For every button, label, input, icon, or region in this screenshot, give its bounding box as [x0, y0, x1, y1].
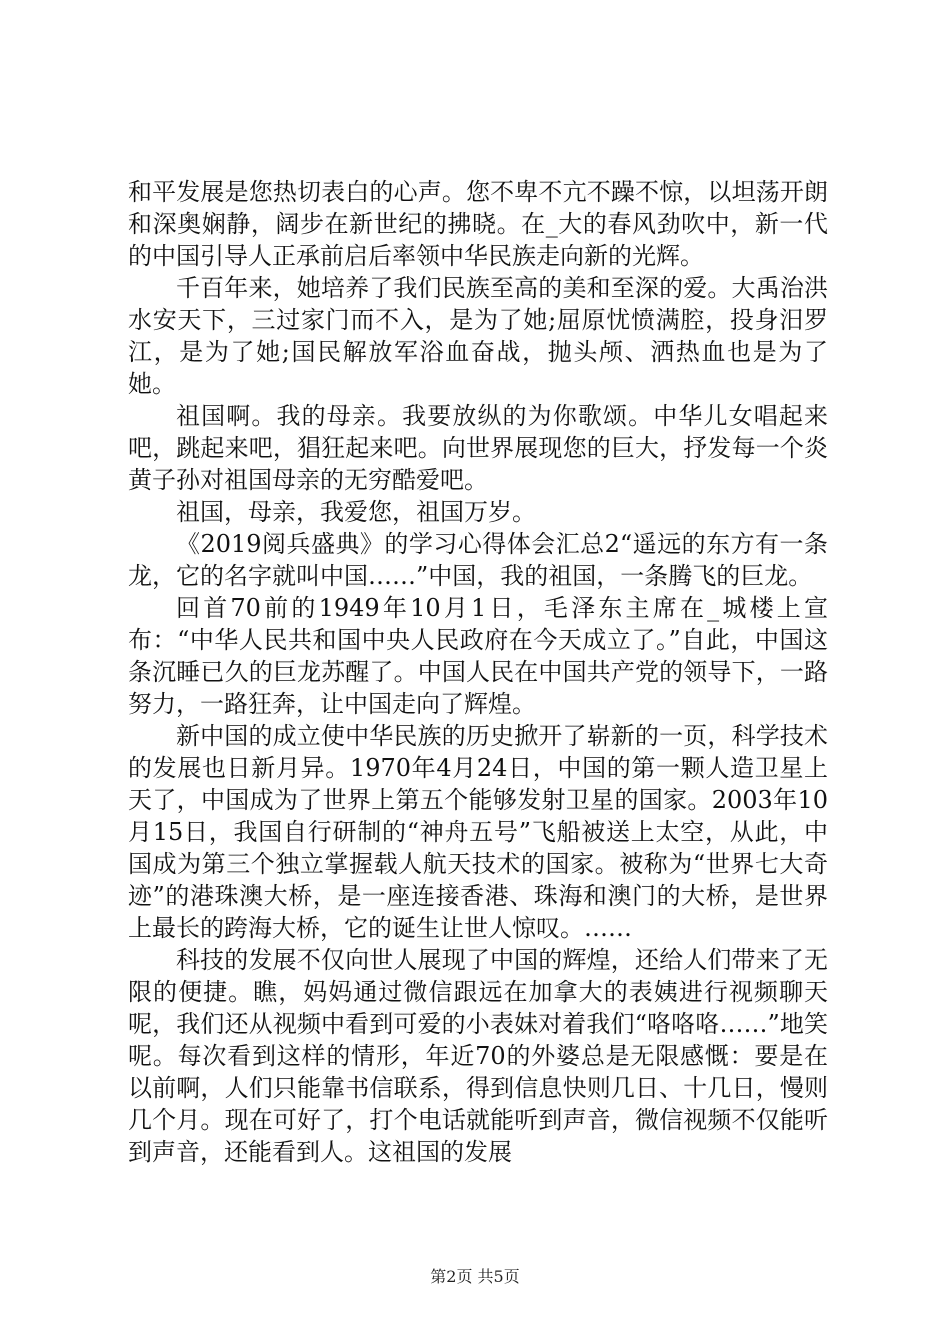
- paragraph-4: 祖国，母亲，我爱您，祖国万岁。: [176, 498, 536, 526]
- paragraph-1: 和平发展是您热切表白的心声。您不卑不亢不躁不惊，以坦荡开朗和深奥娴静，阔步在新世纪的拂晓。在_大的春风劲吹中，新一代的中国引导人正承前启后率领中华民族走向新的光辉。: [128, 178, 828, 270]
- paragraph-5: 《2019阅兵盛典》的学习心得体会汇总2“遥远的东方有一条龙，它的名字就叫中国……”中国，我的祖国，一条腾飞的巨龙。: [128, 530, 828, 590]
- paragraph-7: 新中国的成立使中华民族的历史掀开了崭新的一页，科学技术的发展也日新月异。1970年4月24日，中国的第一颗人造卫星上天了，中国成为了世界上第五个能够发射卫星的国家。2003年10月15日，我国自行研制的“神舟五号”飞船被送上太空，从此，中国成为第三个独立掌握载人航天技术的国家。被称为“世界七大奇迹”的港珠澳大桥，是一座连接香港、珠海和澳门的大桥，是世界上最长的跨海大桥，它的诞生让世人惊叹。……: [128, 722, 828, 942]
- body-text: [128, 176, 828, 1168]
- paragraph-6: 回首70前的1949年10月1日，毛泽东主席在_城楼上宣布：“中华人民共和国中央人民政府在今天成立了。”自此，中国这条沉睡已久的巨龙苏醒了。中国人民在中国共产党的领导下，一路努力，一路狂奔，让中国走向了辉煌。: [128, 594, 828, 718]
- paragraph-3: 祖国啊。我的母亲。我要放纵的为你歌颂。中华儿女唱起来吧，跳起来吧，猖狂起来吧。向世界展现您的巨大，抒发每一个炎黄子孙对祖国母亲的无穷酷爱吧。: [128, 402, 828, 494]
- paragraph-2: 千百年来，她培养了我们民族至高的美和至深的爱。大禹治洪水安天下，三过家门而不入，是为了她;屈原忧愤满腔，投身汨罗江，是为了她;国民解放军浴血奋战，抛头颅、洒热血也是为了她。: [128, 274, 828, 398]
- paragraph-8: 科技的发展不仅向世人展现了中国的辉煌，还给人们带来了无限的便捷。瞧，妈妈通过微信跟远在加拿大的表姨进行视频聊天呢，我们还从视频中看到可爱的小表妹对着我们“咯咯咯……”地笑呢。每次看到这样的情形，年近70的外婆总是无限感慨：要是在以前啊，人们只能靠书信联系，得到信息快则几日、十几日，慢则几个月。现在可好了，打个电话就能听到声音，微信视频不仅能听到声音，还能看到人。这祖国的发展: [128, 946, 828, 1166]
- page-footer: 第2页 共5页: [430, 1267, 520, 1286]
